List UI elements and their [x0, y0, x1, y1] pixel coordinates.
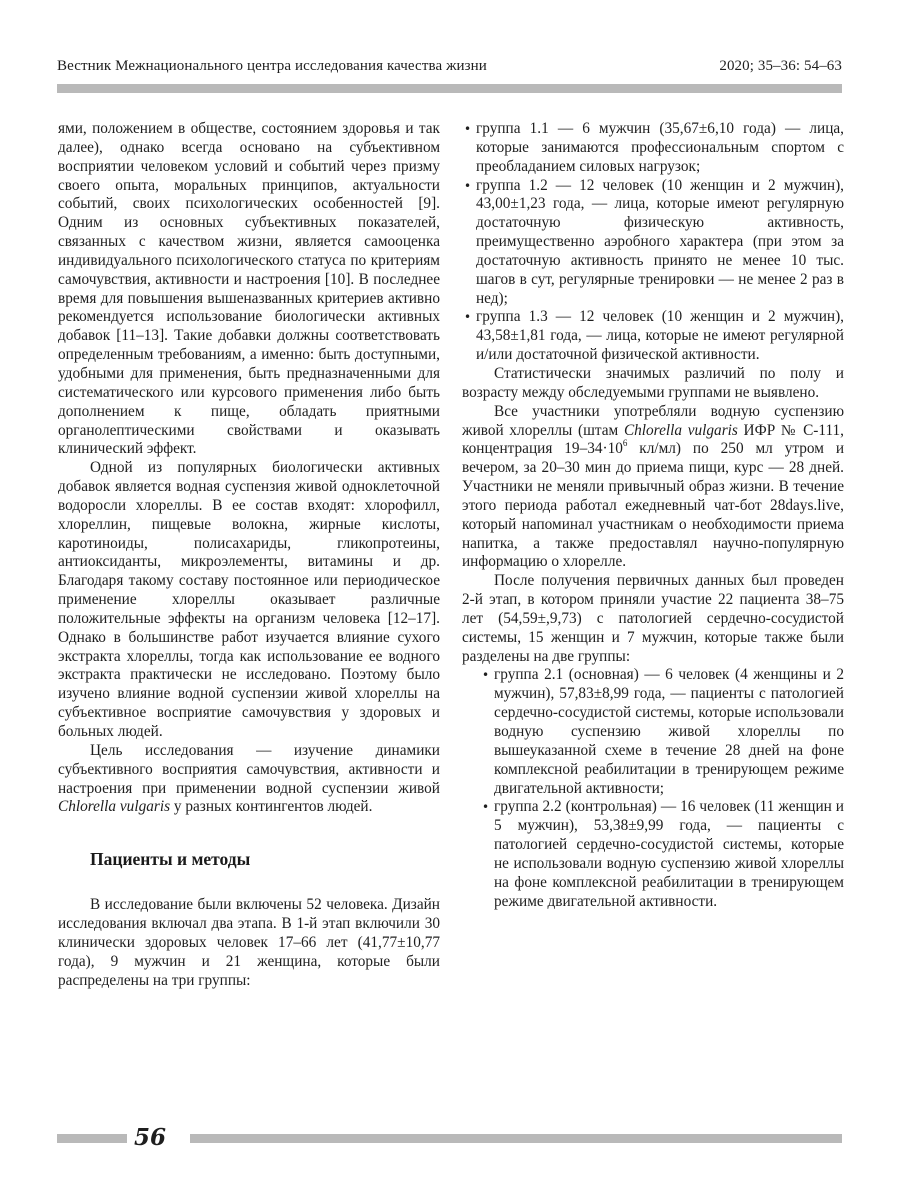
- running-header: [57, 58, 842, 82]
- footer-rule-right: [190, 1134, 842, 1143]
- paragraph-study-design: В исследование были включены 52 человека. Дизайн исследования включал два этапа. В 1-й этап включили 30 клинически здоровых человек 17–66 лет (41,77±10,77 года), 9 мужчин и 21 женщина, которые были распределены на три группы:: [58, 896, 440, 989]
- paragraph-no-differences: Статистически значимых различий по полу и возрасту между обследуемыми группами не выявлено.: [462, 364, 844, 401]
- paragraph-study-aim: Цель исследования — изучение динамики субъективного восприятия самочувствия, активности и настроения при применении водной суспензии живой Chlorella vulgaris у разных контингентов людей.: [58, 741, 440, 816]
- species-name: Chlorella vulgaris: [58, 798, 171, 816]
- list-item-group-2-2: • группа 2.2 (контрольная) — 16 человек (11 женщин и 5 мужчин), 53,38±9,99 года, — пациенты с патологией сердечно-сосудистой системы, которые не использовали водную суспензию живой хлореллы на фоне комплексной реабилитации в тренирующем режиме двигательной активности.: [480, 798, 844, 911]
- paragraph-stage-2: После получения первичных данных был проведен 2-й этап, в котором приняли участие 22 пациента 38–75 лет (54,59±,9,73) с патологией сердечно-сосудистой системы, 15 женщин и 7 мужчин, которые также были разделены на две группы:: [462, 572, 844, 665]
- right-column: [462, 120, 844, 911]
- paragraph-chlorella-composition: Одной из популярных биологически активных добавок является водная суспензия живой одноклеточной водоросли хлореллы. В ее состав входят: хлорофилл, хлореллин, пищевые волокна, жирные кислоты, каротиноиды, полисахариды, гликопротеины, антиоксиданты, микроэлементы, витамины и др. Благодаря такому составу постоянное или периодическое применение хлореллы оказывает различные положительные эффекты на организм человека [12–17]. Однако в большинстве работ изучается влияние сухого экстракта хлореллы, тогда как использование ее водного экстракта практически не исследовано. Поэтому было изучено влияние водной суспензии живой хлореллы на субъективное восприятие самочувствия у здоровых и больных людей.: [58, 459, 440, 740]
- page-number: 56: [134, 1124, 167, 1151]
- species-name: Chlorella vulgaris: [623, 421, 738, 439]
- list-item-group-1-2: • группа 1.2 — 12 человек (10 женщин и 2 мужчин), 43,00±1,23 года, — лица, которые имеют регулярную достаточную физическую активность, преимущественно аэробного характера (при этом за достаточную активность принято не менее 10 тыс. шагов в сут, регулярные тренировки — не менее 2 раз в нед);: [462, 177, 844, 309]
- list-item-group-2-1: • группа 2.1 (основная) — 6 человек (4 женщины и 2 мужчин), 57,83±8,99 года, — пациенты с патологией сердечно-сосудистой системы, которые использовали водную суспензию живой хлореллы по вышеуказанной схеме в течение 28 дней на фоне комплексной реабилитации в тренирующем режиме двигательной активности;: [480, 666, 844, 798]
- journal-title: Вестник Межнационального центра исследования качества жизни: [57, 58, 487, 74]
- left-column: [58, 120, 440, 990]
- issue-info: 2020; 35–36: 54–63: [719, 58, 842, 74]
- section-heading-methods: Пациенты и методы: [90, 849, 251, 870]
- list-item-group-1-1: • группа 1.1 — 6 мужчин (35,67±6,10 года) — лица, которые занимаются профессиональным спортом с преобладанием силовых нагрузок;: [462, 120, 844, 177]
- paragraph-intervention: Все участники употребляли водную суспензию живой хлореллы (штам Chlorella vulgaris ИФР № С-111, концентрация $19-34\cdot 10^6$ кл/мл) по 250 мл утром и вечером, за 20–30 мин до приема пищи, курс — 28 дней. Участники не меняли привычный образ жизни. В течение этого периода работал ежедневный чат-бот 28days.live, который напоминал участникам о необходимости приема напитка, а также предоставлял научно-популярную информацию о хлорелле.: [462, 402, 845, 571]
- exponent: 6: [622, 438, 628, 449]
- list-item-group-1-3: • группа 1.3 — 12 человек (10 женщин и 2 мужчин), 43,58±1,81 года, — лица, которые не имеют регулярной и/или достаточной физической активности.: [462, 308, 844, 365]
- stage1-groups-list: [462, 120, 844, 365]
- header-rule: [57, 84, 842, 93]
- paragraph-intro-continued: ями, положением в обществе, состоянием здоровья и так далее), однако всегда основано на субъективном восприятии человеком условий и событий через призму своего опыта, моральных принципов, актуальности событий, своих психологических особенностей [9]. Одним из основных субъективных показателей, связанных с качеством жизни, является самооценка индивидуального психологического статуса по критериям самочувствия, активности и настроения [10]. В последнее время для повышения вышеназванных критериев активно рекомендуется использование биологически активных добавок [11–13]. Такие добавки должны соответствовать определенным требованиям, а именно: быть доступными, удобными для применения, быть предназначенными для систематического или курсового применения либо быть дополнением к пище, обладать приятными органолептическими свойствами и оказывать клинический эффект.: [58, 120, 440, 458]
- stage2-groups-list: [480, 666, 844, 911]
- footer-rule-left: [57, 1134, 127, 1143]
